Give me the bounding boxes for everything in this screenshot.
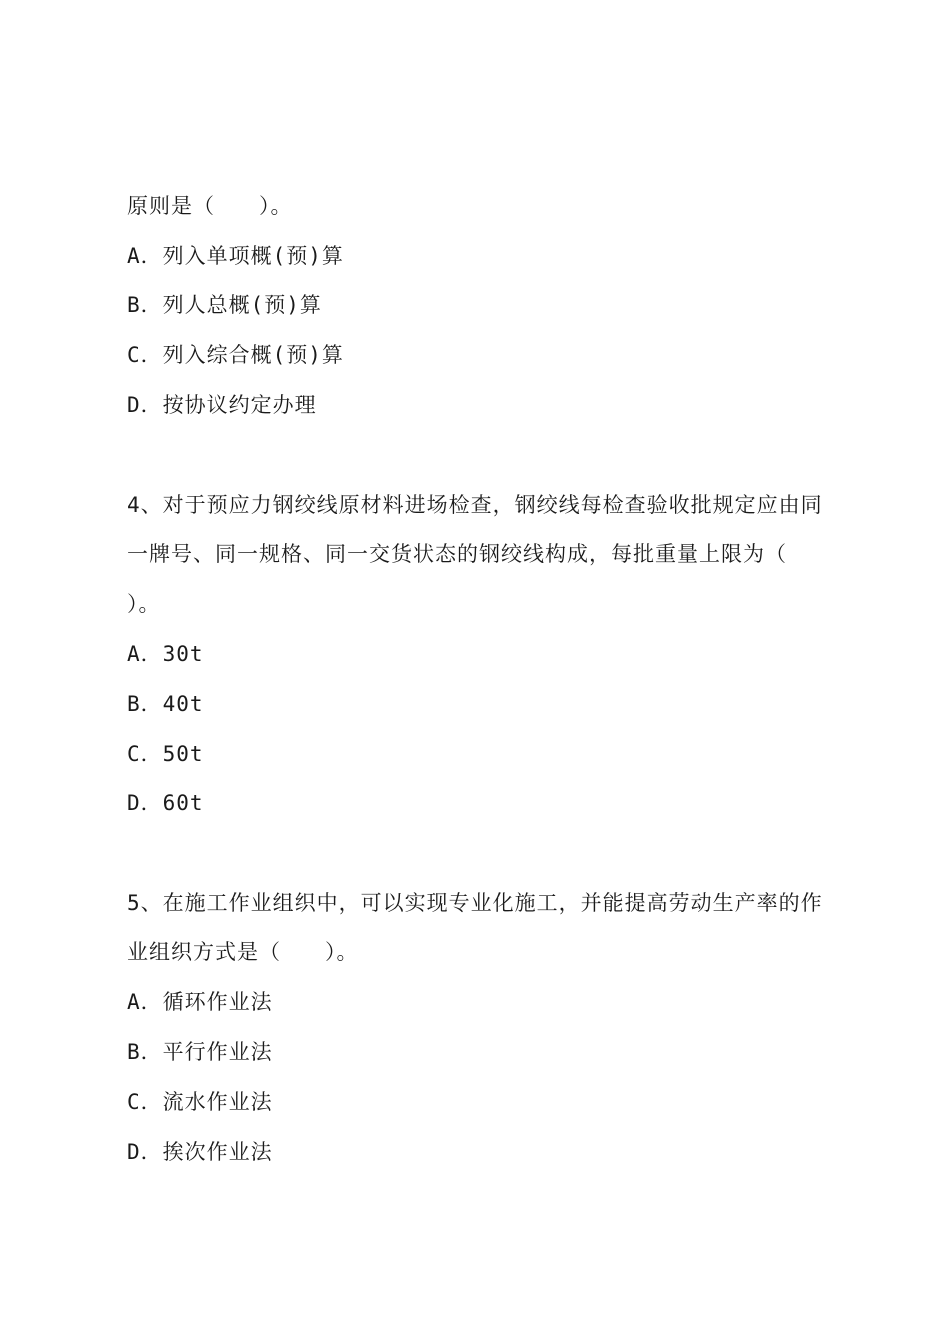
question-4-option-d: D．60t [127, 791, 204, 815]
question-4-stem-line-1: 4、对于预应力钢绞线原材料进场检查，钢绞线每检查验收批规定应由同 [127, 493, 823, 517]
question-5-stem-line-2: 业组织方式是（ ）。 [127, 940, 359, 964]
question-3-option-b: B．列人总概(预)算 [127, 293, 322, 317]
question-5-option-c: C．流水作业法 [127, 1090, 273, 1114]
question-3-option-c: C．列入综合概(预)算 [127, 343, 344, 367]
question-5-option-a: A．循环作业法 [127, 990, 273, 1014]
question-3-stem-tail: 原则是（ ）。 [127, 194, 293, 218]
question-4-option-c: C．50t [127, 742, 204, 766]
question-3-option-a: A．列入单项概(预)算 [127, 244, 344, 268]
question-5-option-d: D．挨次作业法 [127, 1140, 273, 1164]
question-4-stem-line-2: 一牌号、同一规格、同一交货状态的钢绞线构成，每批重量上限为（ [127, 542, 787, 566]
question-4-option-a: A．30t [127, 642, 204, 666]
question-4-stem-line-3: ）。 [127, 592, 161, 616]
question-5-stem-line-1: 5、在施工作业组织中，可以实现专业化施工，并能提高劳动生产率的作 [127, 891, 823, 915]
question-5-option-b: B．平行作业法 [127, 1040, 273, 1064]
question-4-option-b: B．40t [127, 692, 204, 716]
question-3-option-d: D．按协议约定办理 [127, 393, 317, 417]
